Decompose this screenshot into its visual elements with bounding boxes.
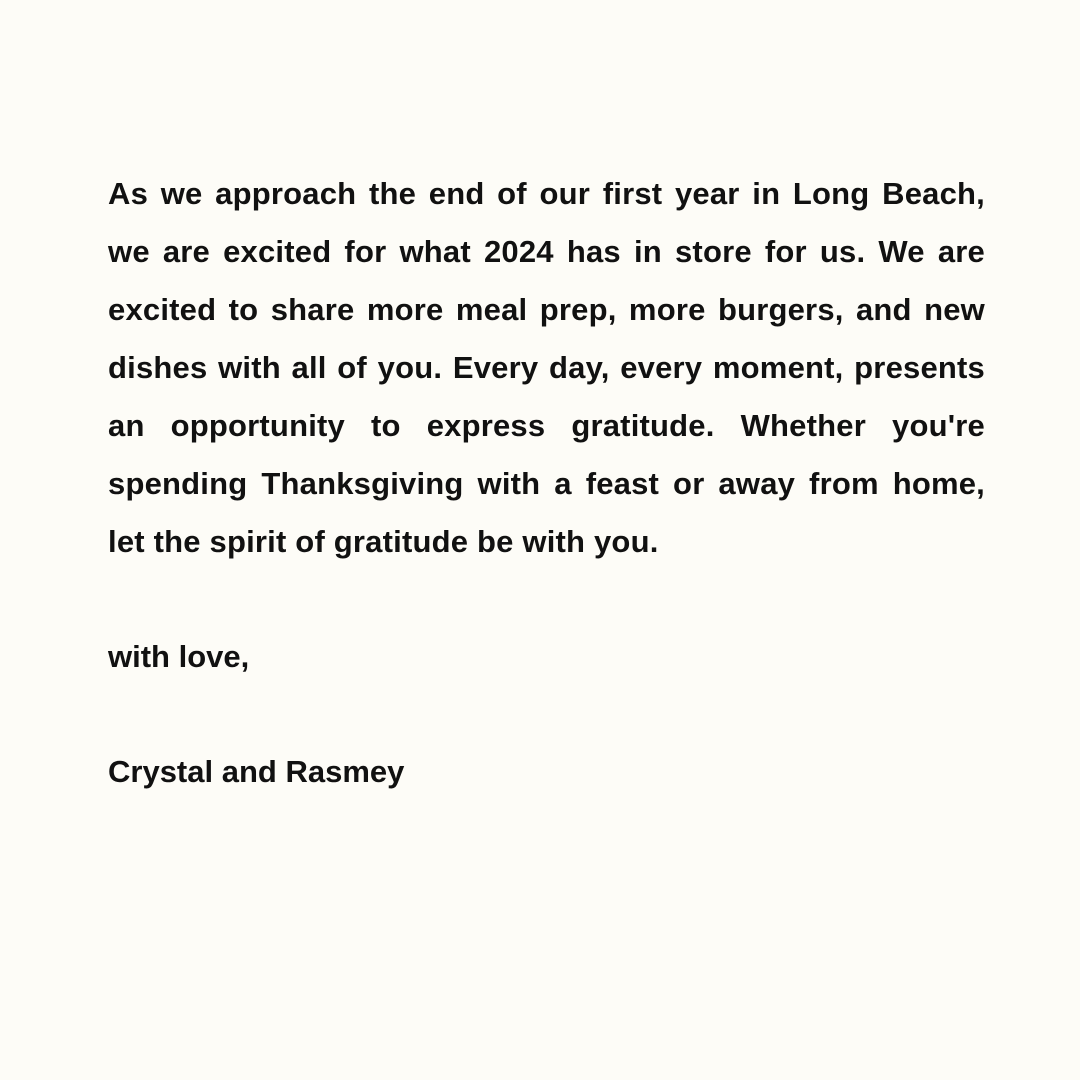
letter-body: As we approach the end of our first year in Long Beach, we are excited for what 2024 has in store for us. We are excited to share more meal prep, more burgers, and new dishes with all of you. Every day, every moment, presents an opportunity to express gratitude. Whether you're spending Thanksgiving with a feast or away from home, let the spirit of gratitude be with you.: [108, 176, 985, 559]
letter-signature: Crystal and Rasmey: [108, 754, 405, 789]
letter: [108, 165, 985, 789]
letter-closing: with love,: [108, 639, 250, 674]
